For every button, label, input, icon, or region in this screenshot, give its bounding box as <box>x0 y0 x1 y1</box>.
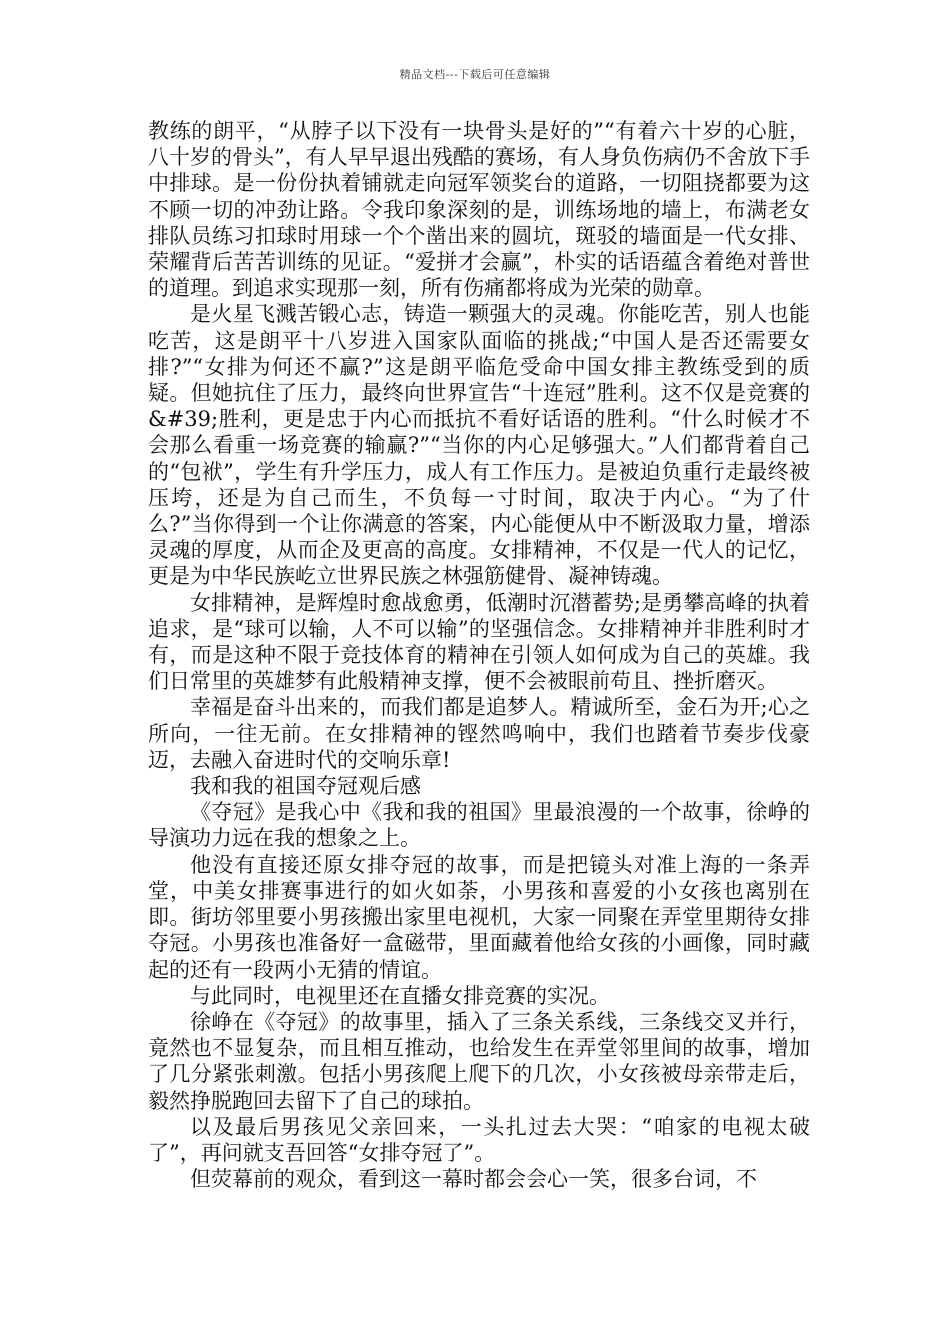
paragraph-1: 教练的朗平，“从脖子以下没有一块骨头是好的”“有着六十岁的心脏，八十岁的骨头”，有人早早退出残酷的赛场，有人身负伤病仍不舍放下手中排球。是一份份执着铺就走向冠军领奖台的道路，一切阻挠都要为这不顾一切的冲劲让路。令我印象深刻的是，训练场地的墙上，布满老女排队员练习扣球时用球一个个凿出来的圆坑，斑驳的墙面是一代女排、荣耀背后苦苦训练的见证。“爱拼才会赢”，朴实的话语蕴含着绝对普世的道理。到追求实现那一刻，所有伤痛都将成为光荣的勋章。 <box>148 119 810 301</box>
paragraph-2: 是火星飞溅苦锻心志，铸造一颗强大的灵魂。你能吃苦，别人也能吃苦，这是朗平十八岁进入国家队面临的挑战;“中国人是否还需要女排?”“女排为何还不赢?”这是朗平临危受命中国女排主教练受到的质疑。但她抗住了压力，最终向世界宣告“十连冠”胜利。这不仅是竞赛的&#39;胜利，更是忠于内心而抵抗不看好话语的胜利。“什么时候才不会那么看重一场竞赛的输赢?”“当你的内心足够强大。”人们都背着自己的“包袱”，学生有升学压力，成人有工作压力。是被迫负重行走最终被压垮，还是为自己而生，不负每一寸时间，取决于内心。“为了什么?”当你得到一个让你满意的答案，内心能便从中不断汲取力量，增添灵魂的厚度，从而企及更高的高度。女排精神，不仅是一代人的记忆，更是为中华民族屹立世界民族之林强筋健骨、凝神铸魂。 <box>148 302 810 589</box>
paragraph-7: 与此同时，电视里还在直播女排竞赛的实况。 <box>190 983 610 1008</box>
paragraph-10: 但荧幕前的观众，看到这一幕时都会会心一笑，很多台词，不 <box>190 1167 757 1192</box>
paragraph-5: 《夺冠》是我心中《我和我的祖国》里最浪漫的一个故事，徐峥的导演功力远在我的想象之上。 <box>148 800 810 851</box>
page-header: 精品文档---下载后可任意编辑 <box>399 68 551 81</box>
paragraph-9: 以及最后男孩见父亲回来，一头扎过去大哭：“咱家的电视太破了”，再问就支吾回答“女排夺冠了”。 <box>148 1114 810 1165</box>
paragraph-6: 他没有直接还原女排夺冠的故事，而是把镜头对准上海的一条弄堂，中美女排赛事进行的如火如荼，小男孩和喜爱的小女孩也离别在即。街坊邻里要小男孩搬出家里电视机，大家一同聚在弄堂里期待女排夺冠。小男孩也准备好一盒磁带，里面藏着他给女孩的小画像，同时藏起的还有一段两小无猜的情谊。 <box>148 852 810 982</box>
paragraph-8: 徐峥在《夺冠》的故事里，插入了三条关系线，三条线交叉并行，竟然也不显复杂，而且相互推动，也给发生在弄堂邻里间的故事，增加了几分紧张刺激。包括小男孩爬上爬下的几次，小女孩被母亲带走后，毅然挣脱跑回去留下了自己的球拍。 <box>148 1009 810 1113</box>
paragraph-4: 幸福是奋斗出来的，而我们都是追梦人。精诚所至，金石为开;心之所向，一往无前。在女排精神的铿然鸣响中，我们也踏着节奏步伐豪迈，去融入奋进时代的交响乐章! <box>148 695 810 772</box>
section-heading: 我和我的祖国夺冠观后感 <box>190 774 421 799</box>
paragraph-3: 女排精神，是辉煌时愈战愈勇，低潮时沉潜蓄势;是勇攀高峰的执着追求，是“球可以输，人不可以输”的坚强信念。女排精神并非胜利时才有，而是这种不限于竞技体育的精神在引领人如何成为自己的英雄。我们日常里的英雄梦有此般精神支撑，便不会被眼前苟且、挫折磨灭。 <box>148 590 810 694</box>
document-body <box>148 118 810 1192</box>
